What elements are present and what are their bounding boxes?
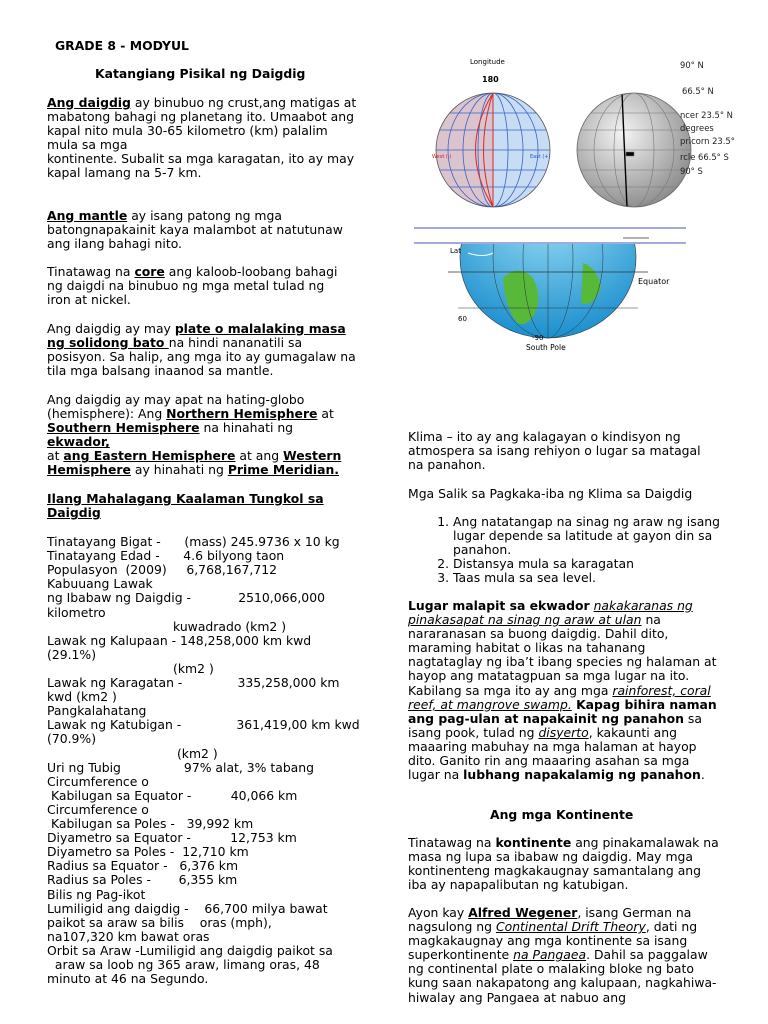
text: na hindi nananatili sa posisyon. Sa halip, ang mga ito ay gumagalaw na tila mga balsang inaanod sa mantle. [47, 335, 356, 379]
text: ay binubuo ng crust,ang matigas at mabatong bahagi ng planetang ito. Umaabot ang kapal nito mula 30-65 kilometro (km) palalim mula sa mga [47, 95, 357, 153]
lat-label: degrees [680, 123, 714, 133]
lat-label: rcle 66.5° S [680, 152, 729, 162]
stat-row: Diyametro sa Equator - 12,753 km [47, 830, 297, 846]
stat-row: Lumiligid ang daigdig - 66,700 milya bawat [47, 900, 328, 916]
stat-row: Circumference o [47, 773, 149, 789]
paragraph-core [47, 265, 347, 307]
stat-row: minuto at 46 na Segundo. [47, 971, 209, 987]
text: at [317, 406, 334, 422]
salik-list [408, 515, 743, 585]
text: at [47, 448, 64, 464]
stat-row: Orbit sa Araw -Lumiligid ang daigdig paikot sa [47, 942, 333, 958]
stat-row: Kabilugan sa Poles - 39,992 km [47, 816, 254, 831]
text: nakakaranas ng pinakasapat na sinag ng araw at ulan [408, 598, 693, 628]
term-southern: Southern Hemisphere [47, 420, 200, 436]
term-eastern: ang Eastern Hemisphere [63, 448, 236, 464]
text: Lugar malapit sa ekwador [408, 598, 590, 613]
text: Tinatawag na [408, 835, 496, 850]
text: ang pinakamalawak na masa ng lupa sa ibabaw ng daigdig. May mga kontinenteng magkakaugnay samantalang ang iba ay napapalibutan ng katubigan. [408, 835, 719, 893]
right-globe [577, 93, 691, 207]
east-label: East (+) [530, 154, 551, 160]
text: kontinente [495, 835, 572, 850]
text: at ang [235, 448, 284, 464]
grade-label: GRADE 8 - MODYUL [55, 38, 189, 53]
text: kontinente. Subalit sa mga karagatan, ito ay may kapal lamang na 5-7 km. [47, 151, 355, 181]
text: , isang German na nagsulong ng [408, 905, 692, 935]
paragraph-daigdig [47, 96, 357, 181]
paragraph-lugar [408, 599, 720, 782]
stat-row: paikot sa araw sa bilis oras (mph), [47, 914, 272, 930]
stat-row: Lawak ng Katubigan - 361,419,00 km kwd [47, 717, 360, 733]
stat-row: Lawak ng Karagatan - 335,258,000 km [47, 675, 340, 690]
salik-title: Mga Salik sa Pagkaka-iba ng Klima sa Daigdig [408, 486, 693, 501]
stat-row: Populasyon (2009) 6,768,167,712 [47, 562, 278, 578]
longitude-label: Longitude [470, 58, 505, 66]
paragraph-kontinente [408, 836, 720, 892]
lat-label: 90° S [680, 166, 703, 176]
text: Tinatawag na [47, 264, 135, 279]
lat-60-label: 60 [458, 315, 467, 323]
list-item: 2. Distansya mula sa karagatan [453, 557, 743, 571]
stat-row: Kabilugan sa Equator - 40,066 km [47, 787, 298, 803]
lat-short-label: Lat [450, 247, 461, 255]
term-daigdig: Ang daigdig [47, 95, 131, 110]
stat-row: Uri ng Tubig 97% alat, 3% tabang [47, 759, 314, 775]
stat-row: Radius sa Poles - 6,355 km [47, 872, 238, 888]
text: rainforest, coral reef, at mangrove swamp. [408, 682, 711, 712]
term-northern: Northern Hemisphere [166, 406, 318, 422]
stat-row: ng Ibabaw ng Daigdig - 2510,066,000 [47, 590, 325, 606]
stat-row: Kabuuang Lawak [47, 576, 153, 592]
term-core: core [134, 264, 165, 279]
stat-row: Circumference o [47, 801, 149, 817]
stat-row: Diyametro sa Poles - 12,710 km [47, 844, 249, 860]
lat-label: 66.5° N [682, 86, 714, 96]
lat-minus90-label: -90 [532, 334, 544, 342]
page-title: Katangiang Pisikal ng Daigdig [95, 66, 306, 81]
globe-svg [408, 48, 738, 358]
list-item: 3. Taas mula sa sea level. [453, 571, 743, 585]
stat-row: na107,320 km bawat oras [47, 928, 210, 944]
stat-row: Bilis ng Pag-ikot [47, 886, 146, 902]
stat-row: Tinatayang Bigat - (mass) 245.9736 x 10 kg [47, 534, 340, 549]
stat-row: kilometro [47, 604, 106, 620]
stat-row: kwd (km2 ) [47, 689, 117, 705]
text: na hinahati ng [199, 420, 294, 436]
west-label: West (-) [432, 154, 452, 160]
kontinente-title: Ang mga Kontinente [490, 807, 634, 822]
equator-label: Equator [638, 277, 670, 286]
stat-row: Radius sa Equator - 6,376 km [47, 858, 239, 874]
lon-180-label: 180 [482, 75, 499, 84]
text: Kapag bihira naman ang pag-ulan at napakainit ng panahon [408, 696, 717, 726]
text: na nararanasan sa buong daigdig. Dahil dito, maraming habitat o likas na tahanang nagtataglay ng iba’t ibang species ng halaman at hayop ang matatagpuan sa mga lugar na ito. Kabilang sa mga ito ay ang mga [408, 612, 717, 698]
text: , kakaunti ang maaaring mabuhay na mga halaman at hayop dito. Ganito rin ang maaaring asahan sa mga lugar na [408, 724, 697, 783]
text: na Pangaea [513, 947, 587, 963]
text: ay isang patong ng mga batongnapakainit kaya malambot at natutunaw ang ilang bahagi nito. [47, 208, 343, 252]
text: ay hinahati ng [130, 462, 228, 478]
paragraph-klima: Klima – ito ay ang kalagayan o kindisyon ng atmospera sa isang rehiyon o lugar sa matagal na panahon. [408, 429, 701, 473]
section-title-kaalaman: Ilang Mahalagang Kaalaman Tungkol sa Daigdig [47, 491, 324, 521]
text: sa isang pook, tulad ng [408, 710, 702, 740]
south-pole-label: South Pole [526, 343, 566, 352]
term-western: Western Hemisphere [47, 448, 342, 478]
term-ekwador: ekwador, [47, 434, 110, 450]
stat-row: (29.1%) [47, 646, 97, 662]
text: Alfred Wegener [468, 905, 578, 920]
paragraph-wegener [408, 906, 720, 1005]
stat-row: Tinatayang Edad - 4.6 bilyong taon [47, 548, 285, 564]
stat-row: (km2 ) [47, 745, 218, 761]
stat-row: araw sa loob ng 365 araw, limang oras, 48 [47, 957, 320, 972]
text: Ang daigdig ay may [47, 321, 175, 336]
list-item: 1. Ang natatangap na sinag ng araw ng isang lugar depende sa latitude at gayon din sa panahon. [453, 515, 743, 557]
lat-label: 90° N [680, 60, 704, 70]
lat-label: pricorn 23.5° S [680, 136, 738, 146]
term-plate: plate o malalaking masa ng solidong bato [47, 321, 346, 351]
text: . Dahil sa paggalaw ng continental plate o malaking bloke ng bato kung saan nakapatong ang kalupaan, nagkahiwa-hiwalay ang Pangaea at nabuo ang [408, 947, 717, 1005]
term-mantle: Ang mantle [47, 208, 128, 223]
paragraph-mantle [47, 209, 347, 251]
stat-row: (70.9%) [47, 731, 97, 747]
paragraph-plate [47, 322, 359, 378]
text: Continental Drift Theory [495, 919, 646, 935]
lat-label: ncer 23.5° N [680, 110, 733, 120]
text: disyerto [538, 724, 589, 740]
text: lubhang napakalamig ng panahon [463, 767, 701, 783]
text: . [700, 767, 705, 783]
paragraph-hemisphere [47, 393, 359, 478]
stat-row: Lawak ng Kalupaan - 148,258,000 km kwd [47, 632, 312, 648]
text: ang kaloob-loobang bahagi ng daigdi na binubuo ng mga metal tulad ng iron at nickel. [47, 264, 338, 308]
stat-row: Pangkalahatang [47, 703, 147, 719]
text: Ayon kay [408, 905, 469, 920]
text: Ang daigdig ay may apat na hating-globo (hemisphere): Ang [47, 392, 305, 422]
stat-row: kuwadrado (km2 ) [47, 618, 287, 634]
globe-figure [408, 48, 738, 358]
stat-row: (km2 ) [47, 660, 214, 676]
text: , dati ng magkakaugnay ang mga kontinente sa isang superkontinente [408, 919, 698, 963]
term-prime-meridian: Prime Meridian. [227, 462, 339, 478]
